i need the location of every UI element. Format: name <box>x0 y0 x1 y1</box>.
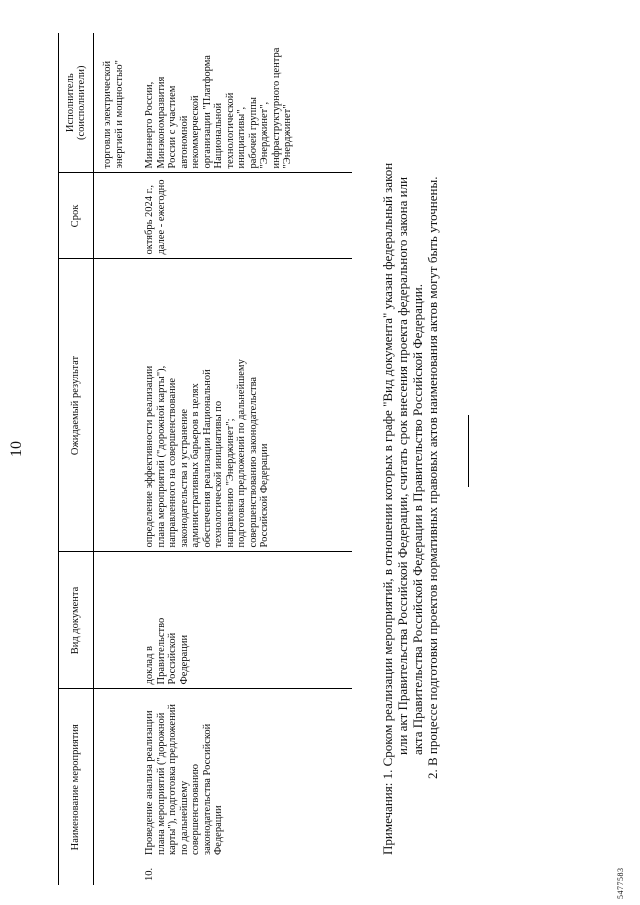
item-number: 10. <box>144 867 155 881</box>
table-row <box>142 33 352 885</box>
header-executor: Исполнитель (соисполнители) <box>59 33 94 173</box>
cell-empty <box>94 552 143 689</box>
cell-deadline: октябрь 2024 г., далее - ежегодно <box>142 173 352 259</box>
header-expected-result: Ожидаемый результат <box>59 259 94 552</box>
item-name: Проведение анализа реализации плана мероприятий ("дорожной карты"), подготовка предложений по дальнейшему совершенствованию законодательства Российской Федерации <box>144 704 224 855</box>
header-activity-name: Наименование мероприятия <box>59 689 94 885</box>
cell-document-type: доклад в Правительство Российской Федерации <box>142 552 352 689</box>
cell-executor-continued: торговли электрической энергией и мощностью" <box>94 33 143 173</box>
page-number: 10 <box>8 441 25 457</box>
note-line-2: или акт Правительства Российской Федерации, считать срок внесения проекта федерального закона или <box>395 176 410 755</box>
header-deadline: Срок <box>59 173 94 259</box>
header-document-type: Вид документа <box>59 552 94 689</box>
end-separator-line <box>468 415 469 487</box>
cell-empty <box>94 259 143 552</box>
cell-activity <box>142 689 352 885</box>
document-code: 5477583 <box>616 867 625 899</box>
cell-expected-result: определение эффективности реализации плана мероприятий ("дорожной карты"), направленного на совершенствование законодательства и устранение административных барьеров в целях обеспечения реализации Национальной технологической инициативы по направлению "Энерджинет"; подготовка предложений по дальнейшему совершенствованию законодательства Российской Федерации <box>142 259 352 552</box>
cell-empty <box>94 689 143 885</box>
table-header-row <box>59 33 94 885</box>
note-line-1: Примечания: 1. Сроком реализации мероприятий, в отношении которых в графе "Вид документа" указан федеральный закон <box>380 162 395 855</box>
note-line-4: 2. В процессе подготовки проектов нормативных правовых актов наименования актов могут быть уточнены. <box>425 176 440 779</box>
action-plan-table <box>58 33 352 885</box>
table-row-continuation <box>94 33 143 885</box>
notes-section <box>380 15 440 855</box>
cell-executor: Минэнерго России, Минэкономразвития России с участием автономной некоммерческой организации "Платформа Национальной технологической инициативы", рабочей группы "Энерджинет", инфраструктурного центра "Энерджинет" <box>142 33 352 173</box>
note-line-3: акта Правительства Российской Федерации в Правительство Российской Федерации. <box>410 283 425 755</box>
cell-empty <box>94 173 143 259</box>
